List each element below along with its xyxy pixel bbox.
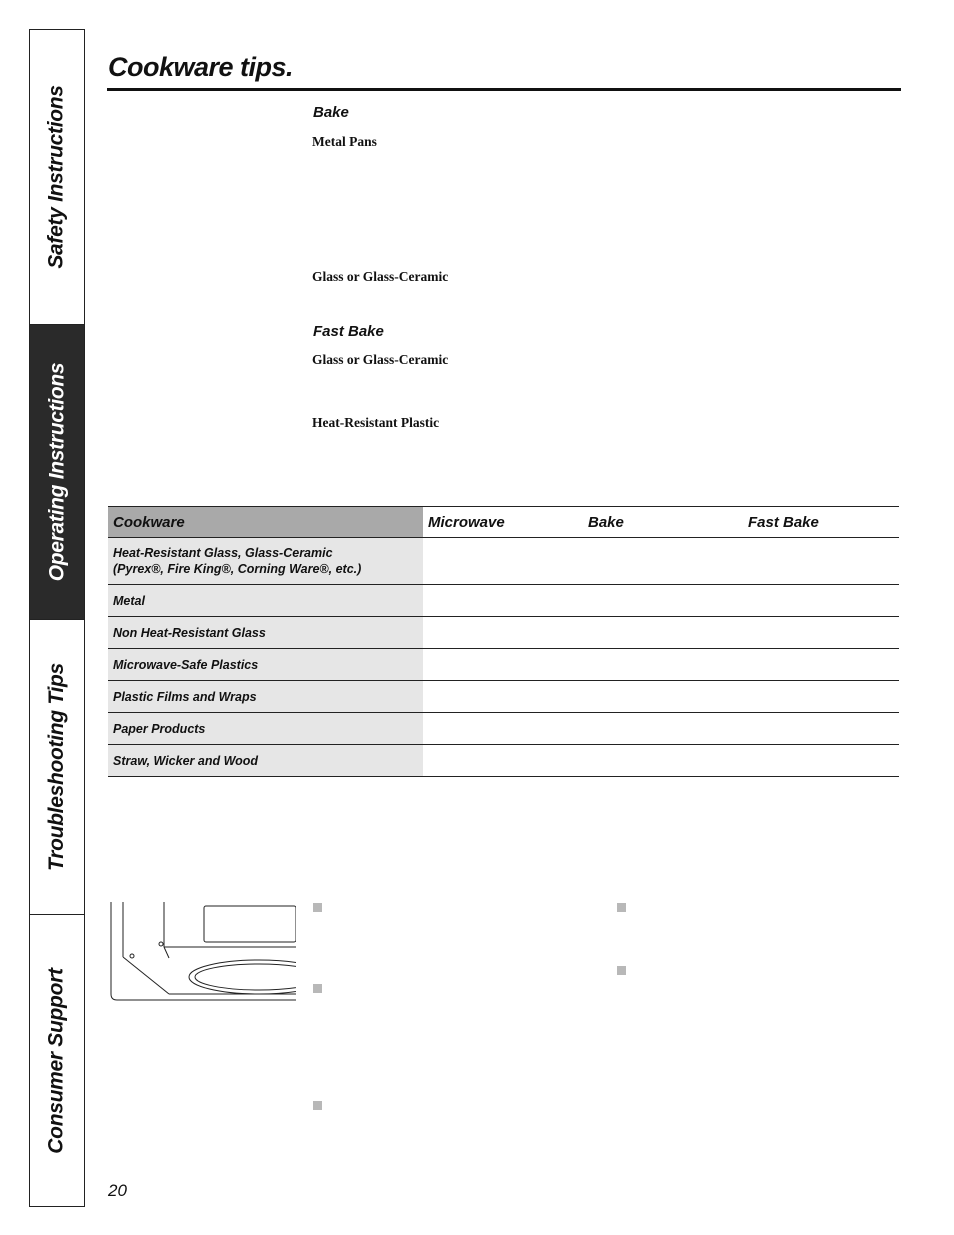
cell-microwave [423, 538, 583, 585]
fast-bake-plastic-subheading: Heat-Resistant Plastic [312, 415, 440, 430]
row-name [108, 538, 423, 585]
fast-bake-glass-subheading: Glass or Glass-Ceramic [312, 352, 449, 367]
cookware-table [108, 506, 899, 777]
table-row [108, 649, 899, 681]
header-bake: Bake [583, 507, 743, 538]
cell-fast-bake [743, 617, 899, 649]
row-name: Straw, Wicker and Wood [108, 745, 423, 777]
fast-bake-heading: Fast Bake [313, 323, 384, 340]
bullet-marker [313, 1101, 322, 1110]
row-name-line1: Heat-Resistant Glass, Glass-Ceramic [113, 546, 333, 560]
tab-label: Safety Instructions [45, 85, 68, 269]
bullet-marker [617, 903, 626, 912]
tab-label: Consumer Support [45, 967, 68, 1154]
row-name: Microwave-Safe Plastics [108, 649, 423, 681]
header-fast-bake: Fast Bake [743, 507, 899, 538]
cell-microwave [423, 649, 583, 681]
bullet-marker [313, 984, 322, 993]
bullet-marker [313, 903, 322, 912]
table-row [108, 538, 899, 585]
side-tabs [29, 29, 85, 1207]
row-name-line2: (Pyrex®, Fire King®, Corning Ware®, etc.) [113, 562, 362, 576]
cell-fast-bake [743, 681, 899, 713]
table-row [108, 681, 899, 713]
cell-bake [583, 649, 743, 681]
row-name: Metal [108, 585, 423, 617]
tab-consumer-support[interactable] [30, 915, 84, 1206]
cell-bake [583, 745, 743, 777]
tab-safety-instructions[interactable] [30, 30, 84, 325]
table-row [108, 745, 899, 777]
cell-bake [583, 681, 743, 713]
cell-microwave [423, 585, 583, 617]
cell-bake [583, 538, 743, 585]
bake-metal-pans-subheading: Metal Pans [312, 134, 377, 149]
row-name: Non Heat-Resistant Glass [108, 617, 423, 649]
row-name: Paper Products [108, 713, 423, 745]
cell-fast-bake [743, 538, 899, 585]
cell-bake [583, 713, 743, 745]
bake-glass-subheading: Glass or Glass-Ceramic [312, 269, 449, 284]
cell-fast-bake [743, 649, 899, 681]
bullet-marker [617, 966, 626, 975]
cell-bake [583, 617, 743, 649]
table-row [108, 617, 899, 649]
cell-microwave [423, 745, 583, 777]
header-microwave: Microwave [423, 507, 583, 538]
table-header-row [108, 507, 899, 538]
row-name: Plastic Films and Wraps [108, 681, 423, 713]
table-row [108, 585, 899, 617]
page-number: 20 [108, 1181, 127, 1200]
cell-microwave [423, 617, 583, 649]
bake-heading: Bake [313, 104, 349, 121]
cell-microwave [423, 713, 583, 745]
title-divider [107, 88, 901, 91]
tab-label: Troubleshooting Tips [45, 663, 69, 871]
tab-troubleshooting-tips[interactable] [30, 620, 84, 915]
cell-fast-bake [743, 713, 899, 745]
table-row [108, 713, 899, 745]
page-title: Cookware tips. [108, 52, 294, 82]
cell-bake [583, 585, 743, 617]
tab-label: Operating Instructions [45, 362, 68, 582]
tab-operating-instructions[interactable] [30, 325, 84, 620]
cell-fast-bake [743, 585, 899, 617]
oven-interior-illustration [109, 902, 296, 1002]
cell-microwave [423, 681, 583, 713]
cell-fast-bake [743, 745, 899, 777]
header-cookware: Cookware [108, 507, 423, 538]
